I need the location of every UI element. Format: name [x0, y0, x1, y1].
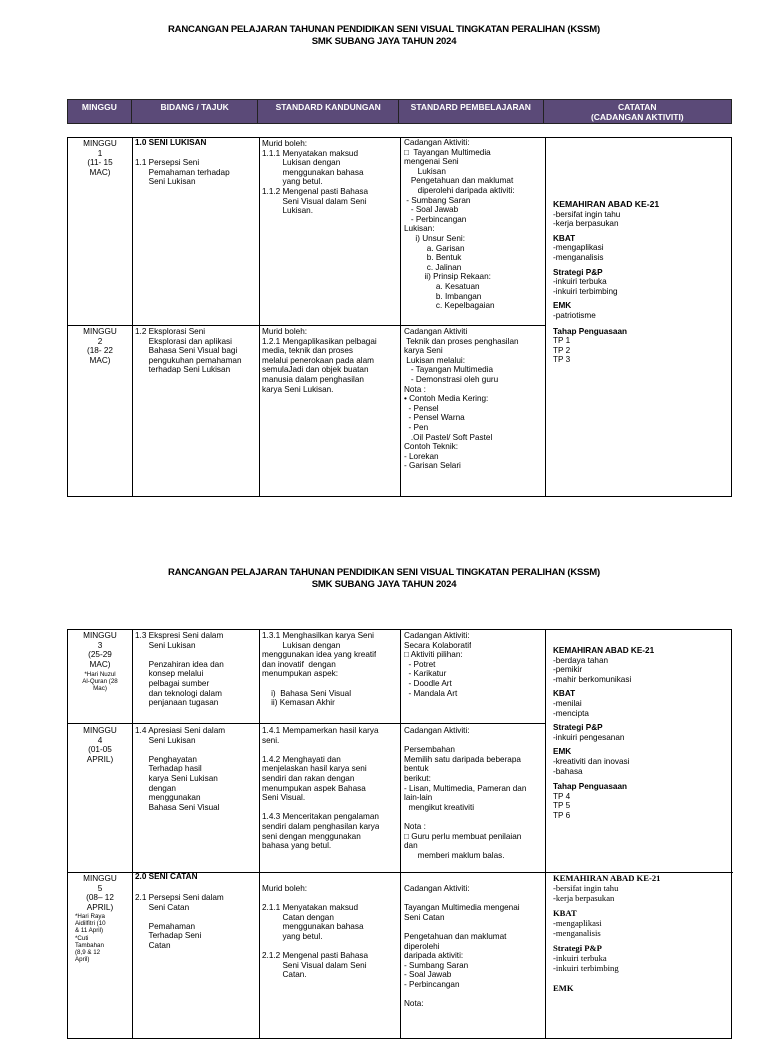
- catatan-head: KBAT: [553, 689, 576, 699]
- catatan-head: EMK: [553, 747, 572, 757]
- kandungan-5: Murid boleh: 2.1.1 Menyatakan maksud Catan dengan menggunakan bahasa yang betul. 2.1.2 Mengenal pasti Bahasa Seni Visual dalam Seni Catan.: [262, 884, 369, 980]
- bidang-4: 1.4 Apresiasi Seni dalam Seni Lukisan Penghayatan Terhadap hasil karya Seni Lukisan dengan menggunakan Bahasa Seni Visual: [135, 726, 226, 812]
- catatan-head: Tahap Penguasaan: [553, 782, 628, 792]
- catatan-lines: -bersifat ingin tahu -kerja berpasukan: [553, 883, 619, 903]
- page-title: [0, 24, 768, 48]
- catatan-lines: -menilai -mencipta: [553, 698, 589, 718]
- title-line-1: RANCANGAN PELAJARAN TAHUNAN PENDIDIKAN SENI VISUAL TINGKATAN PERALIHAN (KSSM): [168, 24, 600, 35]
- catatan-lines: -inkuiri pengesanan: [553, 732, 625, 742]
- header-kandungan: STANDARD KANDUNGAN: [258, 100, 399, 123]
- bidang-5: 2.1 Persepsi Seni dalam Seni Catan Pemahaman Terhadap Seni Catan: [135, 893, 224, 950]
- kandungan-3: 1.3.1 Menghasilkan karya Seni Lukisan dengan menggunakan idea yang kreatif dan inovatif dengan menumpukan aspek: i) Bahasa Seni Visual ii) Kemasan Akhir: [262, 631, 377, 708]
- bidang-head-1: 1.0 SENI LUKISAN: [135, 138, 207, 147]
- catatan-head: KEMAHIRAN ABAD KE-21: [553, 646, 655, 655]
- catatan-lines: -mengaplikasi -menganalisis: [553, 918, 602, 938]
- minggu-5: MINGGU 5 (08– 12 APRIL): [83, 874, 117, 912]
- minggu-4: MINGGU 4 (01-05 APRIL): [83, 726, 117, 764]
- kandungan-1: Murid boleh: 1.1.1 Menyatakan maksud Lukisan dengan menggunakan bahasa yang betul. 1.1.2 Mengenal pasti Bahasa Seni Visual dalam Seni Lukisan.: [262, 139, 369, 216]
- catatan-lines: -bersifat ingin tahu -kerja berpasukan: [553, 209, 621, 229]
- catatan-head: EMK: [553, 301, 572, 311]
- catatan-head: Strategi P&P: [553, 723, 603, 733]
- bidang-2: 1.2 Eksplorasi Seni Eksplorasi dan aplikasi Bahasa Seni Visual bagi pengukuhan pemahaman terhadap Seni Lukisan: [135, 327, 242, 375]
- title-line-1: RANCANGAN PELAJARAN TAHUNAN PENDIDIKAN SENI VISUAL TINGKATAN PERALIHAN (KSSM): [168, 567, 600, 578]
- catatan-5: [553, 873, 660, 993]
- title-line-2: SMK SUBANG JAYA TAHUN 2024: [311, 579, 457, 590]
- minggu-3: MINGGU 3 (25-29 MAC): [83, 631, 117, 669]
- pembelajaran-5: Cadangan Aktiviti: Tayangan Multimedia mengenai Seni Catan Pengetahuan dan maklumat diperolehi daripada aktiviti: - Sumbang Saran - Soal Jawab - Perbincangan Nota:: [404, 884, 520, 1009]
- title-line-2: SMK SUBANG JAYA TAHUN 2024: [311, 36, 457, 47]
- catatan-lines: -berdaya tahan -pemikir -mahir berkomunikasi: [553, 655, 632, 684]
- bidang-head-5: 2.0 SENI CATAN: [135, 872, 198, 881]
- catatan-head: KBAT: [553, 233, 576, 243]
- catatan-1: [553, 200, 659, 365]
- kandungan-2: Murid boleh: 1.2.1 Mengaplikasikan pelbagai media, teknik dan proses melalui penerokaan pada alam semulaJadi dan objek buatan manusia dalam penghasilan karya Seni Lukisan.: [262, 327, 377, 394]
- header-catatan: CATATAN (CADANGAN AKTIVITI): [590, 102, 684, 122]
- catatan-lines: -patriotisme: [553, 310, 596, 320]
- catatan-lines: -mengaplikasi -menganalisis: [553, 243, 604, 262]
- bidang-1: 1.1 Persepsi Seni Pemahaman terhadap Seni Lukisan: [135, 158, 230, 187]
- pembelajaran-1: Cadangan Aktiviti: □ Tayangan Multimedia mengenai Seni Lukisan Pengetahuan dan maklumat diperolehi daripada aktiviti: - Sumbang Saran - Soal Jawab - Perbincangan Lukisan: i) Unsur Seni: a. Garisan b. Bentuk c. Jalinan ii) Prinsip Rekaan: a. Kesatuan b. Imbangan c. Kepelbagaian: [404, 138, 515, 311]
- table-header: [67, 99, 732, 124]
- pembelajaran-4: Cadangan Aktiviti: Persembahan Memilih satu daripada beberapa bentuk berikut: - Lisan, Multimedia, Pameran dan lain-lain mengikut kreativiti Nota : □ Guru perlu membuat penilaian dan memberi maklum balas.: [404, 726, 527, 860]
- pembelajaran-3: Cadangan Aktiviti: Secara Kolaboratif □ Aktiviti pilihan: - Potret - Karikatur - Doodle Art - Mandala Art: [404, 631, 472, 698]
- header-bidang: BIDANG / TAJUK: [132, 100, 259, 123]
- catatan-3: [553, 646, 654, 821]
- page-title-2: [0, 567, 768, 591]
- catatan-head: Tahap Penguasaan: [553, 326, 628, 336]
- pembelajaran-2: Cadangan Aktiviti Teknik dan proses penghasilan karya Seni Lukisan melalui: - Tayangan Multimedia - Demonstrasi oleh guru Nota : • Contoh Media Kering: - Pensel - Pensel Warna - Pen .Oil Pastel/ Soft Pastel Contoh Teknik: - Lorekan - Garisan Selari: [404, 327, 519, 471]
- bidang-3: 1.3 Ekspresi Seni dalam Seni Lukisan Penzahiran idea dan konsep melalui pelbagai sumber dan teknologi dalam penjanaan tugasan: [135, 631, 224, 708]
- minggu-5-note: *Hari Raya Aidilfitri (10 & 11 April) *Cuti Tambahan (8,9 & 12 April): [75, 913, 106, 964]
- plan-table-2: [67, 629, 732, 1039]
- catatan-head: KEMAHIRAN ABAD KE-21: [553, 873, 661, 883]
- catatan-lines: -inkuiri terbuka -inkuiri terbimbing: [553, 277, 618, 296]
- catatan-lines: -kreativiti dan inovasi -bahasa: [553, 756, 630, 776]
- catatan-head: KBAT: [553, 908, 577, 918]
- catatan-head: Strategi P&P: [553, 267, 603, 277]
- header-pembelajaran: STANDARD PEMBELAJARAN: [399, 100, 544, 123]
- minggu-2: MINGGU 2 (18- 22 MAC): [83, 327, 117, 365]
- catatan-lines: TP 4 TP 5 TP 6: [553, 791, 571, 820]
- plan-table-1: [67, 137, 732, 497]
- minggu-3-note: *Hari Nuzul Al-Quran (28 Mac): [82, 671, 118, 693]
- catatan-head: Strategi P&P: [553, 943, 602, 953]
- catatan-head: KEMAHIRAN ABAD KE-21: [553, 200, 660, 209]
- minggu-1: MINGGU 1 (11- 15 MAC): [83, 139, 117, 177]
- kandungan-4: 1.4.1 Mempamerkan hasil karya seni. 1.4.2 Menghayati dan menjelaskan hasil karya seni sendiri dan rakan dengan menumpukan aspek Bahasa Seni Visual. 1.4.3 Menceritakan pengalaman sendiri dalam penghasilan karya seni dengan menggunakan bahasa yang betul.: [262, 726, 380, 851]
- catatan-lines: TP 1 TP 2 TP 3: [553, 336, 571, 365]
- catatan-head: EMK: [553, 983, 574, 993]
- catatan-lines: -inkuiri terbuka -inkuiri terbimbing: [553, 953, 619, 973]
- header-minggu: MINGGU: [68, 100, 132, 123]
